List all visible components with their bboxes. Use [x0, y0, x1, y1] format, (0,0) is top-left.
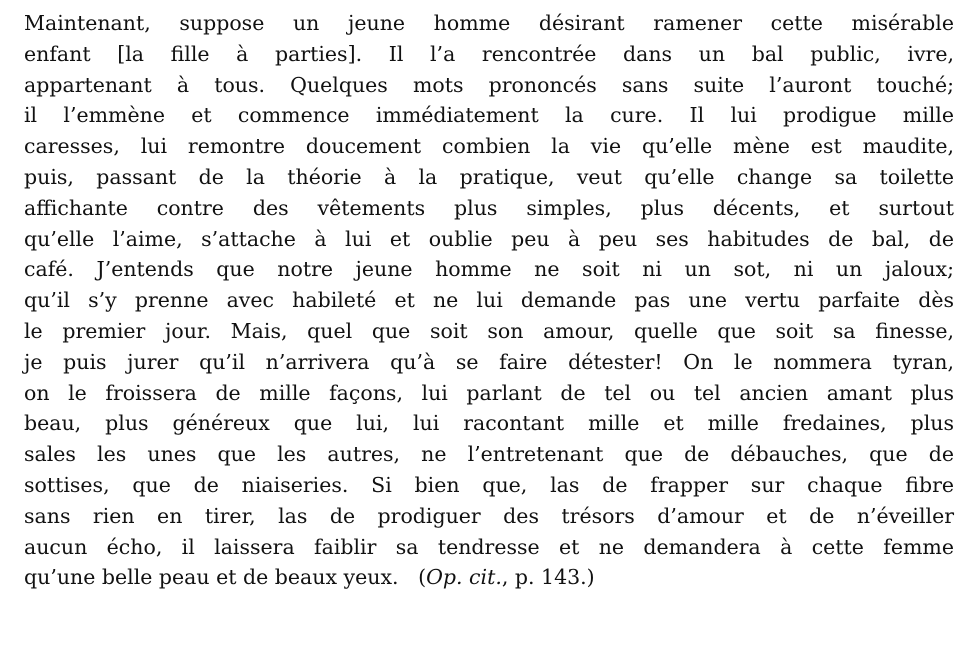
text-line: on le froissera de mille façons, lui parlant de tel ou tel ancien amant plus — [24, 380, 954, 405]
citation-page: , p. 143.) — [501, 565, 595, 590]
text-line: puis, passant de la théorie à la pratique, veut qu’elle change sa toilette — [24, 164, 954, 189]
quoted-paragraph — [24, 8, 954, 593]
text-line: il l’emmène et commence immédiatement la cure. Il lui prodigue mille — [24, 103, 954, 128]
text-line: sales les unes que les autres, ne l’entretenant que de débauches, que de — [24, 442, 954, 467]
text-line: beau, plus généreux que lui, lui racontant mille et mille fredaines, plus — [24, 411, 954, 436]
final-text-line — [24, 562, 954, 593]
final-line-text: qu’une belle peau et de beaux yeux. — [24, 565, 399, 590]
text-line: qu’elle l’aime, s’attache à lui et oublie peu à peu ses habitudes de bal, de — [24, 226, 954, 251]
text-line: je puis jurer qu’il n’arrivera qu’à se faire détester! On le nommera tyran, — [24, 349, 954, 374]
text-line: qu’il s’y prenne avec habileté et ne lui demande pas une vertu parfaite dès — [24, 288, 954, 313]
citation-open-paren: ( — [418, 565, 427, 590]
text-line: sottises, que de niaiseries. Si bien que, las de frapper sur chaque fibre — [24, 472, 954, 497]
text-line: le premier jour. Mais, quel que soit son amour, quelle que soit sa finesse, — [24, 318, 954, 343]
text-line: caresses, lui remontre doucement combien la vie qu’elle mène est maudite, — [24, 134, 954, 159]
text-line: aucun écho, il laissera faiblir sa tendresse et ne demandera à cette femme — [24, 534, 954, 559]
text-line: affichante contre des vêtements plus simples, plus décents, et surtout — [24, 195, 954, 220]
text-line: enfant [la fille à parties]. Il l’a rencontrée dans un bal public, ivre, — [24, 41, 954, 66]
text-line: appartenant à tous. Quelques mots prononcés sans suite l’auront touché; — [24, 72, 954, 97]
text-line: sans rien en tirer, las de prodiguer des trésors d’amour et de n’éveiller — [24, 503, 954, 528]
document-page — [24, 8, 954, 593]
text-line: café. J’entends que notre jeune homme ne soit ni un sot, ni un jaloux; — [24, 257, 954, 282]
citation-source: Op. cit. — [426, 565, 502, 590]
text-line: Maintenant, suppose un jeune homme désirant ramener cette misérable — [24, 11, 954, 35]
